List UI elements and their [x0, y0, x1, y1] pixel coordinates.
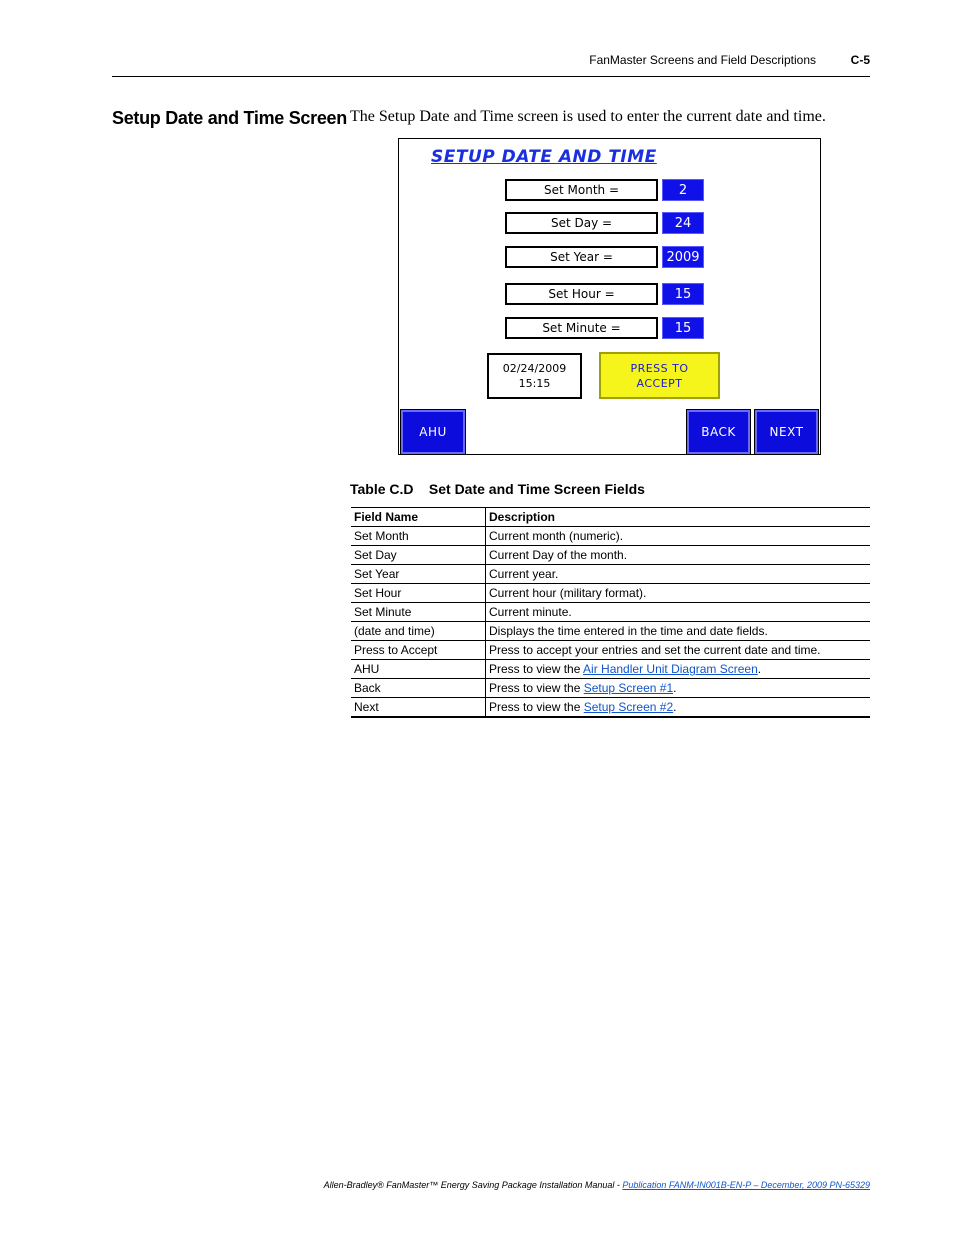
- page-number: C-5: [850, 53, 870, 67]
- row-desc-suffix: .: [757, 662, 762, 676]
- set-year-value[interactable]: 2009: [662, 246, 704, 268]
- set-minute-label: Set Minute =: [505, 317, 658, 339]
- hmi-title: SETUP DATE AND TIME: [431, 147, 657, 167]
- row-description: Current hour (military format).: [486, 584, 871, 603]
- table-number: Table C.D: [350, 481, 414, 497]
- running-title: FanMaster Screens and Field Descriptions: [589, 53, 816, 67]
- set-minute-value[interactable]: 15: [662, 317, 704, 339]
- set-month-value[interactable]: 2: [662, 179, 704, 201]
- row-description: [486, 698, 871, 718]
- table-header-row: [351, 508, 870, 527]
- row-field-name: Set Minute: [351, 603, 486, 622]
- row-description: [486, 679, 871, 698]
- table-title: Set Date and Time Screen Fields: [428, 481, 645, 497]
- row-description: Current minute.: [486, 603, 871, 622]
- row-description: Current month (numeric).: [486, 527, 871, 546]
- header-field-name: Field Name: [351, 508, 486, 527]
- table-row: [351, 660, 870, 679]
- row-field-name: AHU: [351, 660, 486, 679]
- table-row: [351, 584, 870, 603]
- air-handler-link[interactable]: Air Handler Unit Diagram Screen: [583, 662, 758, 676]
- accept-line-1: PRESS TO: [630, 361, 689, 375]
- set-day-label: Set Day =: [505, 212, 658, 234]
- row-field-name: Set Year: [351, 565, 486, 584]
- row-description: Press to accept your entries and set the current date and time.: [486, 641, 871, 660]
- fields-table: [351, 507, 870, 718]
- section-title: Setup Date and Time Screen: [112, 108, 347, 128]
- row-description: [486, 660, 871, 679]
- back-button[interactable]: BACK: [687, 410, 750, 454]
- row-description: Current year.: [486, 565, 871, 584]
- set-year-label: Set Year =: [505, 246, 658, 268]
- row-desc-suffix: .: [673, 700, 677, 714]
- datetime-time: 15:15: [518, 377, 551, 390]
- set-hour-label: Set Hour =: [505, 283, 658, 305]
- table-row: [351, 546, 870, 565]
- row-field-name: Back: [351, 679, 486, 698]
- footer-text: Allen-Bradley® FanMaster™ Energy Saving Package Installation Manual -: [323, 1180, 623, 1190]
- row-field-name: Set Month: [351, 527, 486, 546]
- row-field-name: Set Hour: [351, 584, 486, 603]
- hmi-screenshot: [398, 138, 821, 455]
- row-field-name: Press to Accept: [351, 641, 486, 660]
- table-row: [351, 698, 870, 718]
- table-row: [351, 679, 870, 698]
- set-hour-value[interactable]: 15: [662, 283, 704, 305]
- datetime-display: [487, 353, 582, 399]
- setup-screen-1-link[interactable]: Setup Screen #1: [583, 681, 674, 695]
- press-to-accept-button[interactable]: [599, 352, 720, 399]
- row-desc-suffix: .: [673, 681, 677, 695]
- header-description: Description: [486, 508, 871, 527]
- row-field-name: (date and time): [351, 622, 486, 641]
- next-button[interactable]: NEXT: [755, 410, 818, 454]
- set-day-value[interactable]: 24: [662, 212, 704, 234]
- table-row: [351, 527, 870, 546]
- accept-line-2: ACCEPT: [636, 376, 683, 390]
- table-row: [351, 565, 870, 584]
- row-desc-text: Press to view the: [489, 662, 584, 676]
- datetime-date: 02/24/2009: [502, 362, 567, 375]
- row-description: Current Day of the month.: [486, 546, 871, 565]
- table-row: [351, 641, 870, 660]
- setup-screen-2-link[interactable]: Setup Screen #2: [583, 700, 674, 714]
- table-row: [351, 622, 870, 641]
- row-desc-text: Press to view the: [489, 681, 584, 695]
- publication-link[interactable]: Publication FANM-IN001B-EN-P – December, 2009 PN-65329: [622, 1180, 870, 1190]
- row-field-name: Set Day: [351, 546, 486, 565]
- header-rule: [112, 76, 870, 77]
- ahu-button[interactable]: AHU: [401, 410, 465, 454]
- section-intro: The Setup Date and Time screen is used to enter the current date and time.: [350, 108, 826, 125]
- row-field-name: Next: [351, 698, 486, 718]
- set-month-label: Set Month =: [505, 179, 658, 201]
- row-desc-text: Press to view the: [489, 700, 584, 714]
- table-caption: [350, 481, 645, 497]
- table-row: [351, 603, 870, 622]
- footer: [324, 1180, 870, 1190]
- row-description: Displays the time entered in the time and date fields.: [486, 622, 871, 641]
